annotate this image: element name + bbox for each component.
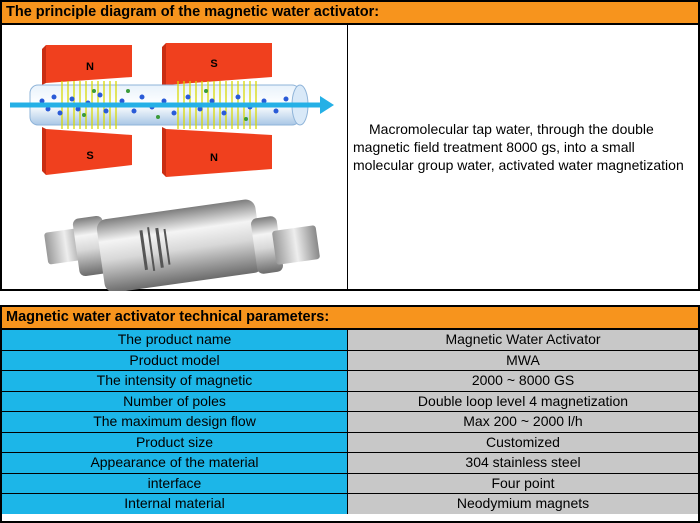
- diagram-image-cell: [2, 25, 347, 291]
- magnet-top-right: [162, 43, 272, 87]
- table-row: [2, 350, 698, 371]
- table-row: [2, 473, 698, 494]
- diagram-section-title: The principle diagram of the magnetic water activator:: [2, 2, 698, 25]
- table-row: [2, 412, 698, 433]
- table-row: [2, 453, 698, 474]
- table-row: [2, 391, 698, 412]
- magnet-bottom-right: [162, 127, 272, 177]
- param-value: 2000 ~ 8000 GS: [348, 371, 699, 392]
- magnet-top-left: [42, 45, 132, 85]
- param-value: 304 stainless steel: [348, 453, 699, 474]
- table-row: [2, 494, 698, 514]
- parameters-section: [0, 305, 700, 523]
- param-value: MWA: [348, 350, 699, 371]
- magnetic-field-diagram: [2, 25, 347, 291]
- param-name: Internal material: [2, 494, 348, 514]
- param-value: Double loop level 4 magnetization: [348, 391, 699, 412]
- table-row: [2, 371, 698, 392]
- table-row: [2, 432, 698, 453]
- param-name: Product model: [2, 350, 348, 371]
- principle-description: Macromolecular tap water, through the double magnetic field treatment 8000 gs, into a small molecular group water, activated water magnetization: [353, 121, 684, 173]
- parameters-table: [2, 330, 698, 514]
- param-name: The intensity of magnetic: [2, 371, 348, 392]
- param-value: Neodymium magnets: [348, 494, 699, 514]
- magnet-label-s-top: S: [210, 58, 218, 70]
- param-value: Four point: [348, 473, 699, 494]
- table-row: [2, 330, 698, 350]
- param-name: Appearance of the material: [2, 453, 348, 474]
- diagram-section-body: [2, 25, 698, 291]
- param-value: Magnetic Water Activator: [348, 330, 699, 350]
- param-value: Max 200 ~ 2000 l/h: [348, 412, 699, 433]
- param-name: The maximum design flow: [2, 412, 348, 433]
- column-divider: [347, 25, 348, 291]
- magnet-bottom-left: [42, 127, 132, 175]
- param-name: interface: [2, 473, 348, 494]
- param-name: Product size: [2, 432, 348, 453]
- param-value: Customized: [348, 432, 699, 453]
- magnet-label-n-bottom: N: [210, 152, 218, 164]
- parameters-section-title: Magnetic water activator technical parameters:: [2, 307, 698, 330]
- param-name: Number of poles: [2, 391, 348, 412]
- magnet-label-s-bottom: S: [86, 150, 94, 162]
- magnet-label-n-top: N: [86, 61, 94, 73]
- product-photo: [44, 198, 320, 291]
- param-name: The product name: [2, 330, 348, 350]
